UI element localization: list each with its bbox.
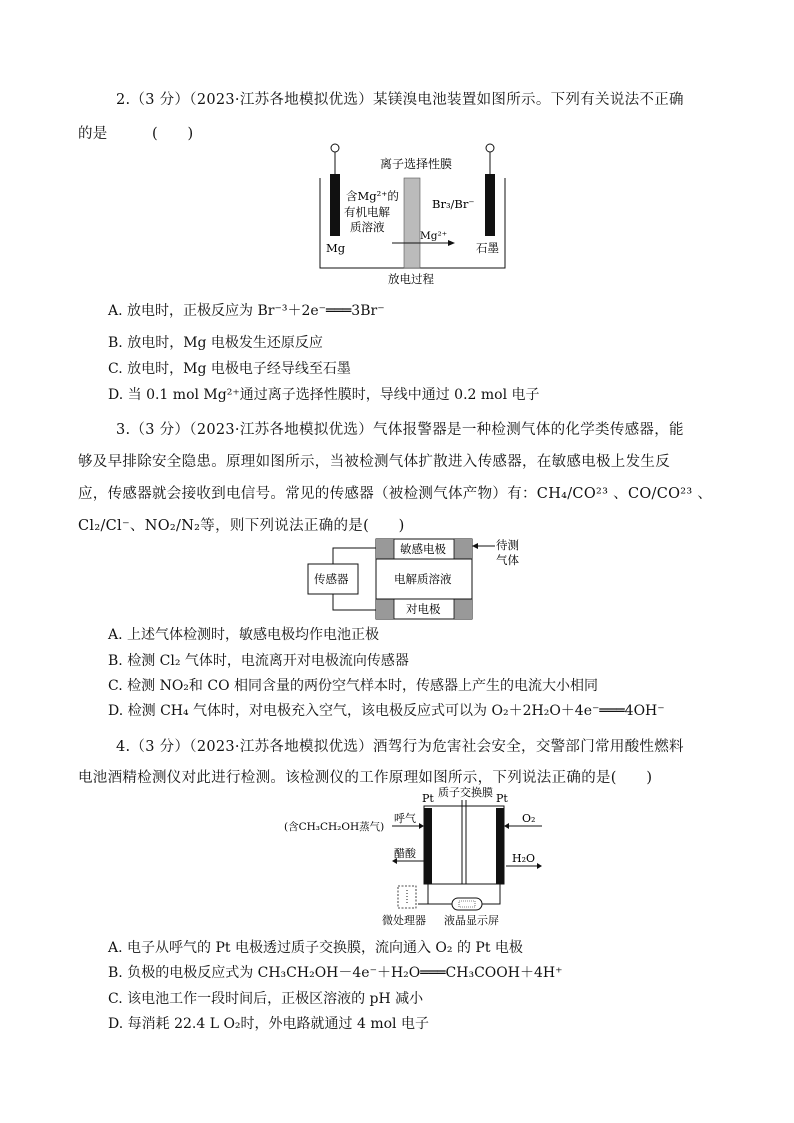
q4-option-d: D. 每消耗 22.4 L O₂时，外电路就通过 4 mol 电子	[108, 1016, 429, 1032]
q3-option-c: C. 检测 NO₂和 CO 相同含量的两份空气样本时，传感器上产生的电流大小相同	[108, 678, 598, 694]
q4-stem-line-1: 4.（3 分）（2023·江苏各地模拟优选）酒驾行为危害社会安全，交警部门常用酸性燃料	[116, 739, 684, 755]
q2-battery-figure	[300, 140, 530, 290]
q2-stem-line-1: 2.（3 分）（2023·江苏各地模拟优选）某镁溴电池装置如图所示。下列有关说法不正确	[116, 92, 684, 108]
q3-stem-line-4: Cl₂/Cl⁻、NO₂/N₂等，则下列说法正确的是( )	[78, 518, 405, 534]
ion-label: Mg²⁺	[420, 230, 448, 242]
q4-stem-line-2: 电池酒精检测仪对此进行检测。该检测仪的工作原理如图所示，下列说法正确的是( )	[78, 770, 653, 786]
right-solution-label: Br₃/Br⁻	[432, 197, 475, 211]
q4-option-a: A. 电子从呼气的 Pt 电极透过质子交换膜，流向通入 O₂ 的 Pt 电极	[108, 940, 523, 956]
sensor-label: 传感器	[314, 572, 349, 586]
q3-stem-line-3: 应，传感器就会接收到电信号。常见的传感器（被检测气体产物）有：CH₄/CO²³ 、CO/CO²³ 、	[78, 486, 713, 502]
counter-electrode-label: 对电极	[406, 602, 441, 616]
left-solution-line-3: 质溶液	[350, 220, 385, 234]
q2-option-a: A. 放电时，正极反应为 Br⁻³＋2e⁻═══3Br⁻	[108, 303, 385, 319]
microprocessor-label: 微处理器	[382, 914, 426, 927]
sensitive-electrode-label: 敏感电极	[400, 542, 446, 556]
figure-caption: 放电过程	[388, 272, 434, 286]
q2-option-b: B. 放电时，Mg 电极发生还原反应	[108, 335, 323, 351]
h2o-label: H₂O	[512, 852, 536, 865]
left-solution-line-1: 含Mg²⁺的	[346, 189, 399, 203]
membrane-label: 质子交换膜	[438, 786, 493, 799]
membrane-label: 离子选择性膜	[380, 157, 453, 171]
graphite-electrode-label: 石墨	[476, 241, 499, 255]
breath-source-label: (含CH₃CH₂OH蒸气)	[284, 821, 385, 833]
q3-stem-line-2: 够及早排除安全隐患。原理如图所示，当被检测气体扩散进入传感器，在敏感电极上发生反	[78, 454, 670, 470]
q4-option-c: C. 该电池工作一段时间后，正极区溶液的 pH 减小	[108, 991, 424, 1007]
pt-left-label: Pt	[422, 792, 434, 805]
breath-label: 呼气	[394, 812, 416, 825]
left-solution-line-2: 有机电解	[344, 205, 390, 219]
q2-option-c: C. 放电时，Mg 电极电子经导线至石墨	[108, 361, 351, 377]
q3-option-d: D. 检测 CH₄ 气体时，对电极充入空气，该电极反应式可以为 O₂＋2H₂O＋4e⁻═══4OH⁻	[108, 703, 665, 719]
gas-label-line-2: 气体	[496, 553, 519, 567]
q3-sensor-figure	[300, 536, 530, 622]
q4-breathalyzer-figure	[282, 786, 562, 931]
mg-electrode-label: Mg	[326, 241, 346, 255]
q3-option-a: A. 上述气体检测时，敏感电极均作电池正极	[108, 627, 380, 643]
lcd-label: 液晶显示屏	[444, 914, 499, 927]
q2-stem-line-2: 的是 ( )	[78, 126, 194, 142]
q4-option-b: B. 负极的电极反应式为 CH₃CH₂OH－4e⁻＋H₂O═══CH₃COOH＋4H⁺	[108, 965, 563, 981]
gas-label-line-1: 待测	[496, 538, 519, 552]
o2-label: O₂	[522, 812, 536, 825]
q3-option-b: B. 检测 Cl₂ 气体时，电流离开对电极流向传感器	[108, 653, 409, 669]
acid-label: 醋酸	[394, 847, 416, 860]
q2-option-d: D. 当 0.1 mol Mg²⁺通过离子选择性膜时，导线中通过 0.2 mol 电子	[108, 387, 540, 403]
pt-right-label: Pt	[496, 792, 508, 805]
electrolyte-label: 电解质溶液	[394, 572, 452, 586]
q3-stem-line-1: 3.（3 分）（2023·江苏各地模拟优选）气体报警器是一种检测气体的化学类传感器，能	[116, 422, 684, 438]
